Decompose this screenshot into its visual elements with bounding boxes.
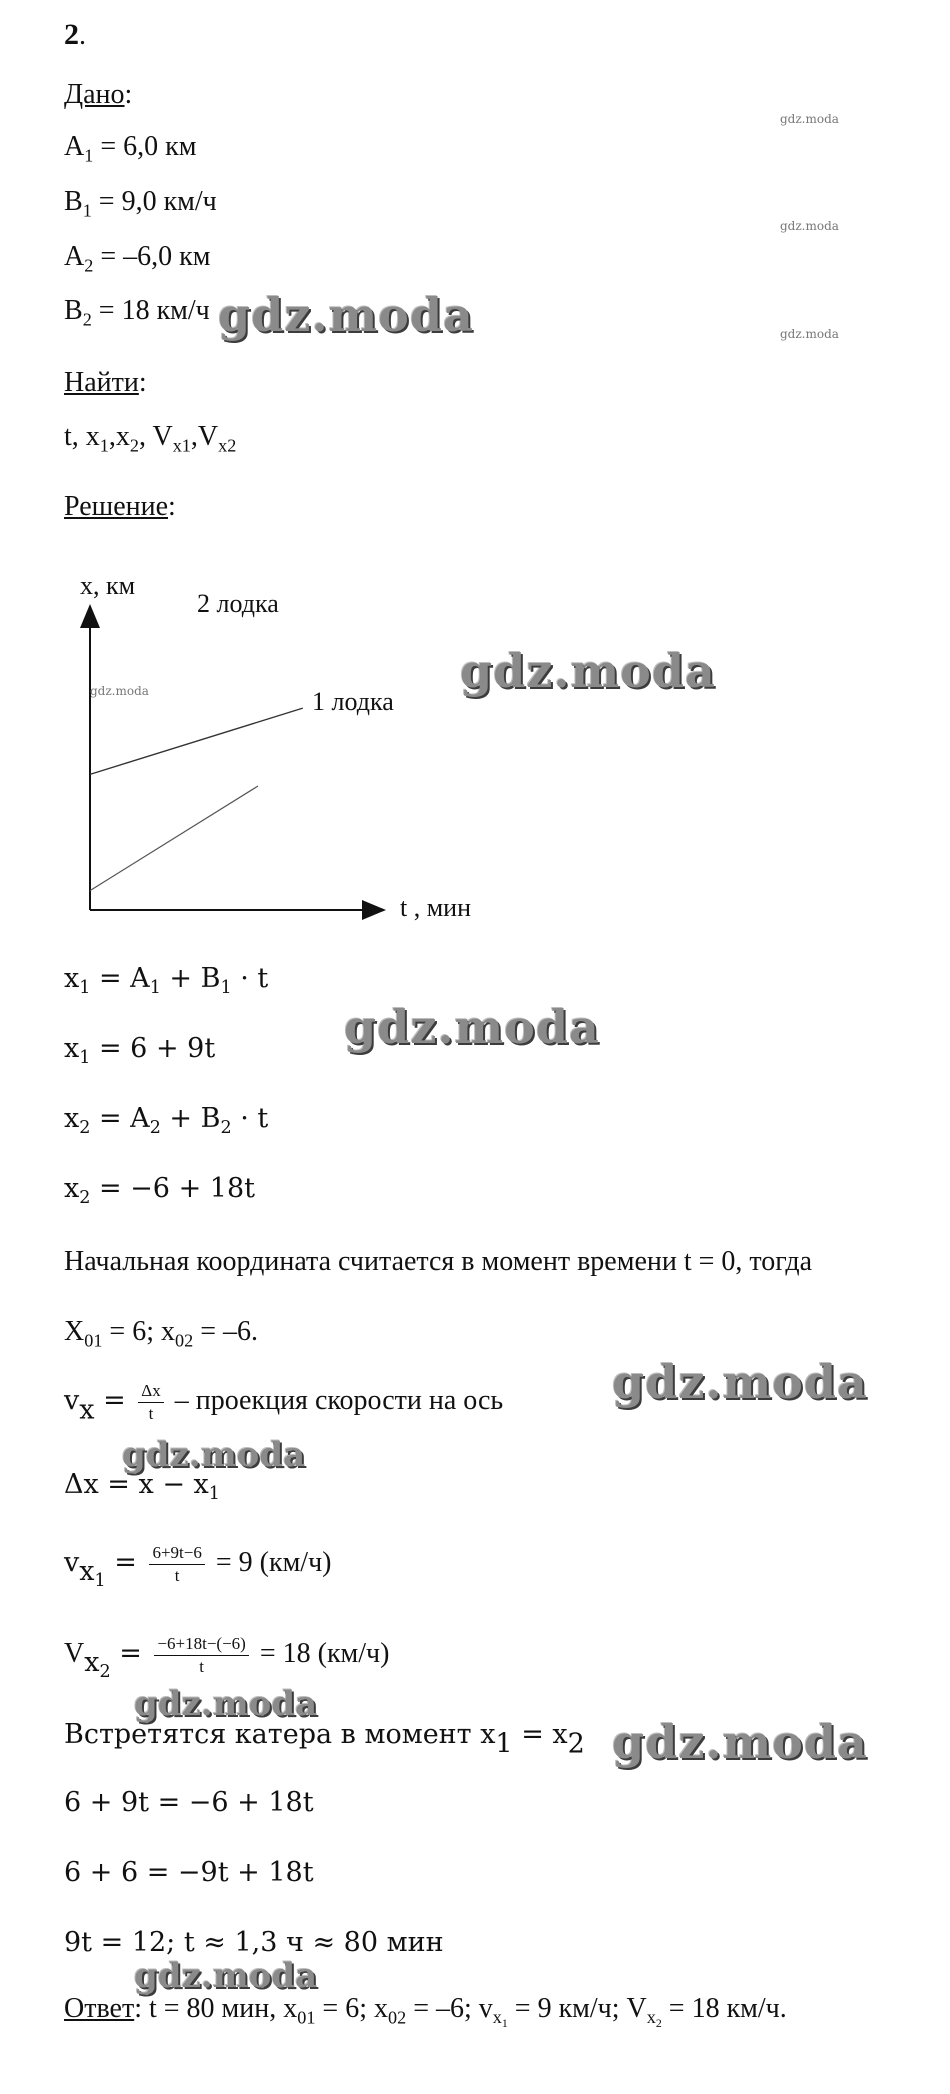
delta-x-definition: $\Delta x = x - x_1$ xyxy=(64,1469,220,1505)
series-line-1 xyxy=(90,708,303,774)
given-heading-text: Дано xyxy=(64,79,125,110)
watermark-large: gdz.moda xyxy=(218,288,474,342)
series-line-2 xyxy=(90,786,258,891)
eq-x1-general: $x_1 = A_1 + B_1 \cdot t$ xyxy=(64,963,269,999)
velocity-fraction: $\frac{\Delta x}{t}$ xyxy=(138,1380,163,1425)
series-label-1: 1 лодка xyxy=(312,687,394,716)
watermark-large: gdz.moda xyxy=(612,1715,868,1769)
watermark-medium: gdz.moda xyxy=(134,1956,318,1996)
y-axis-label: x, км xyxy=(80,571,136,600)
vx1-fraction: $\frac{6+9t-6}{t}$ xyxy=(149,1542,204,1587)
find-values: t, $x_1,x_2$, $V_{x1},V_{x2}$ xyxy=(64,421,237,456)
find-heading-colon: : xyxy=(138,367,147,398)
vx2-fraction: $\frac{-6+18t-(-6)}{t}$ xyxy=(154,1633,248,1678)
initial-coordinate-text: Начальная координата считается в момент времени t = 0, тогда xyxy=(64,1246,813,1277)
watermark-small: gdz.moda xyxy=(780,327,839,341)
find-heading xyxy=(64,366,147,400)
x-axis-label: t , мин xyxy=(400,893,472,922)
task-number xyxy=(64,18,86,53)
given-heading-colon: : xyxy=(124,79,133,110)
given-line-a2: $A_2 = -6,0$ км xyxy=(64,241,211,276)
watermark-small: gdz.moda xyxy=(780,112,839,126)
watermark-large: gdz.moda xyxy=(344,1000,600,1054)
task-number-dot: . xyxy=(79,20,86,51)
vx2-calculation: $V_{x_2}$ = $\frac{-6+18t-(-6)}{t}$ = 18 (км/ч) xyxy=(64,1634,390,1683)
answer-heading: Ответ xyxy=(64,1993,135,2024)
watermark-large: gdz.moda xyxy=(612,1355,868,1409)
watermark-medium: gdz.moda xyxy=(134,1684,318,1724)
watermark-medium: gdz.moda xyxy=(122,1435,306,1475)
given-line-b1: $B_1 = 9,0$ км/ч xyxy=(64,186,217,221)
task-number-value: 2 xyxy=(64,18,79,51)
meeting-condition: Встретятся катера в момент $x_1 = x_2$ xyxy=(64,1719,585,1760)
watermark-large: gdz.moda xyxy=(460,644,716,698)
solution-heading-text: Решение xyxy=(64,491,169,522)
series-label-2: 2 лодка xyxy=(197,589,279,618)
solution-heading-colon: : xyxy=(168,491,176,522)
solve-step-2: 6 + 6 = −9t + 18t xyxy=(64,1857,314,1888)
given-line-b2: $B_2 = 18$ км/ч xyxy=(64,295,210,330)
initial-values: $X_{01} = 6$; $x_{02} = -6$. xyxy=(64,1316,258,1351)
eq-x2-general: $x_2 = A_2 + B_2 \cdot t$ xyxy=(64,1103,269,1139)
solve-step-1: 6 + 9t = −6 + 18t xyxy=(64,1787,314,1818)
watermark-small: gdz.moda xyxy=(90,684,149,698)
motion-graph xyxy=(60,560,500,940)
vx1-calculation: $v_{x_1}$ = $\frac{6+9t-6}{t}$ = 9 (км/ч) xyxy=(64,1543,332,1592)
solution-heading xyxy=(64,490,176,524)
eq-x2-specific: $x_2 = -6 + 18t$ xyxy=(64,1173,255,1209)
eq-x1-specific: $x_1 = 6 + 9t$ xyxy=(64,1033,216,1069)
velocity-definition: $v_x$ = $\frac{\Delta x}{t}$ – проекция скорости на ось xyxy=(64,1381,504,1426)
solve-step-3: 9t = 12; t ≈ 1,3 ч ≈ 80 мин xyxy=(64,1927,444,1958)
watermark-small: gdz.moda xyxy=(780,219,839,233)
given-heading xyxy=(64,78,132,112)
given-line-a1: $A_1 = 6,0$ км xyxy=(64,131,197,166)
answer-line: Ответ: t = 80 мин, $x_{01} = 6$; $x_{02} = -6$; $v_{x_1} = 9$ км/ч; $V_{x_2} = 18$ км/ч. xyxy=(64,1993,787,2031)
find-heading-text: Найти xyxy=(64,367,139,398)
